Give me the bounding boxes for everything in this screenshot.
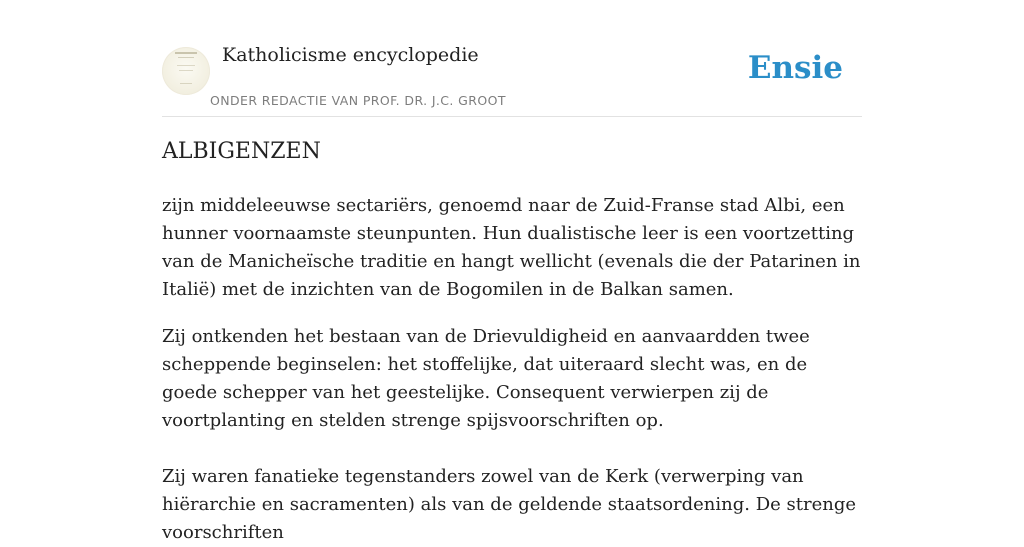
encyclopedia-cover-thumbnail[interactable] <box>162 47 210 95</box>
encyclopedia-editor-subtitle: ONDER REDACTIE VAN PROF. DR. J.C. GROOT <box>210 93 506 108</box>
entry-title: ALBIGENZEN <box>162 139 321 164</box>
entry-paragraph: Zij ontkenden het bestaan van de Drievuldigheid en aanvaardden twee scheppende beginselen: het stoffelijke, dat uiteraard slecht was, en de goede schepper van het geestelijke. Consequent verwierpen zij de voortplanting en stelden strenge spijsvoorschriften op. <box>162 326 810 431</box>
encyclopedia-title-link[interactable]: Katholicisme encyclopedie <box>222 44 479 66</box>
entry-paragraph: Zij waren fanatieke tegenstanders zowel van de Kerk (verwerping van hiërarchie en sacramenten) als van de geldende staatsordening. De strenge voorschriften <box>162 466 857 543</box>
entry-paragraph: zijn middeleeuwse sectariërs, genoemd naar de Zuid-Franse stad Albi, een hunner voornaamste steunpunten. Hun dualistische leer is een voortzetting van de Manicheïsche traditie en hangt wellicht (evenals die der Patarinen in Italië) met de inzichten van de Bogomilen in de Balkan samen. <box>162 195 861 300</box>
ensie-logo-link[interactable]: Ensie <box>747 50 843 86</box>
site-header <box>162 0 862 117</box>
entry-body <box>162 192 862 547</box>
